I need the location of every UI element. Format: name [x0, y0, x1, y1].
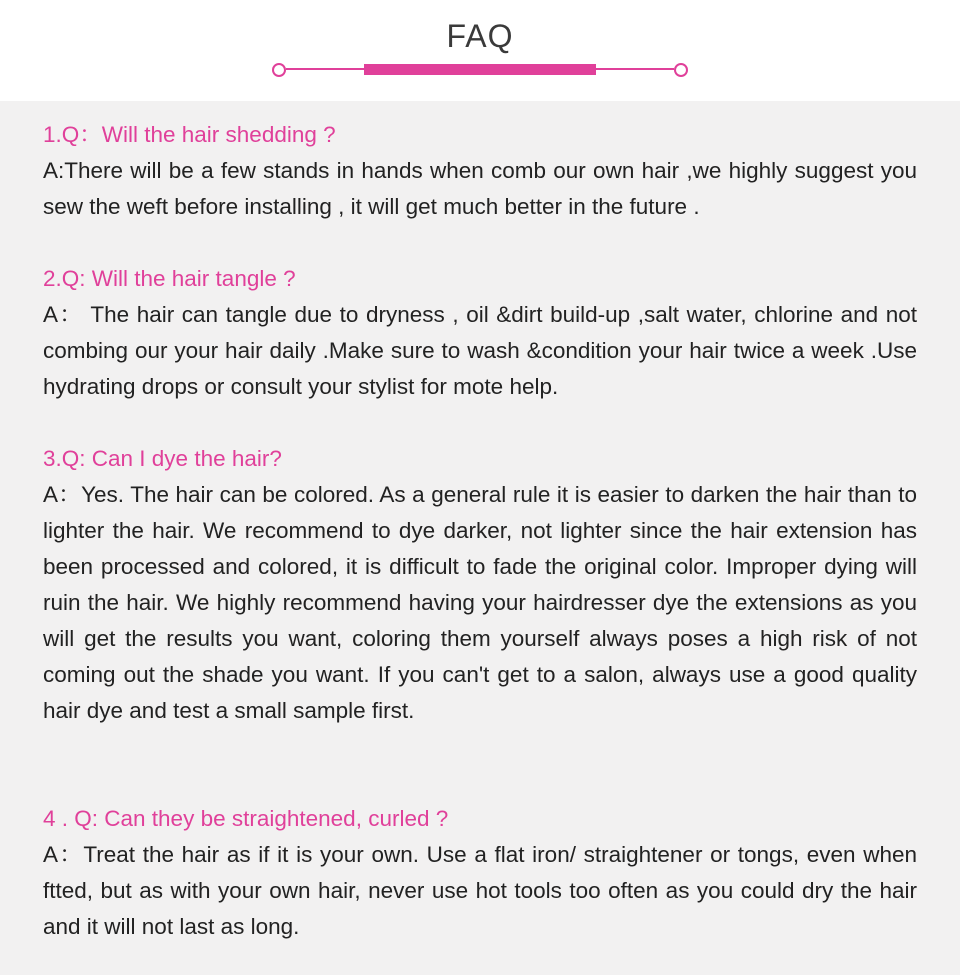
divider-dot-right — [674, 63, 688, 77]
faq-header — [0, 0, 960, 101]
faq-question: 1.Q：Will the hair shedding ? — [43, 122, 336, 147]
faq-item — [43, 441, 917, 729]
faq-answer: A： The hair can tangle due to dryness , oil &dirt build-up ,salt water, chlorine and not combing our your hair daily .Make sure to wash &condition your hair twice a week .Use hydrating drops or consult your stylist for mote help. — [43, 302, 917, 399]
faq-item — [43, 801, 917, 945]
faq-answer: A：Yes. The hair can be colored. As a general rule it is easier to darken the hair than to lighter the hair. We recommend to dye darker, not lighter since the hair extension has been processed and colored, it is difficult to fade the original color. Improper dying will ruin the hair. We highly recommend having your hairdresser dye the extensions as you will get the results you want, coloring them yourself always poses a high risk of not coming out the shade you want. If you can't get to a salon, always use a good quality hair dye and test a small sample first. — [43, 482, 917, 723]
faq-answer: A:There will be a few stands in hands when comb our own hair ,we highly suggest you sew the weft before installing , it will get much better in the future . — [43, 158, 917, 219]
title-divider — [272, 62, 688, 76]
faq-answer: A：Treat the hair as if it is your own. Use a flat iron/ straightener or tongs, even when ftted, but as with your own hair, never use hot tools too often as you could dry the hair and it will not last as long. — [43, 842, 917, 939]
faq-question: 4 . Q: Can they be straightened, curled ? — [43, 806, 449, 831]
faq-list — [0, 101, 960, 975]
faq-question: 2.Q: Will the hair tangle ? — [43, 266, 296, 291]
faq-item — [43, 261, 917, 405]
divider-bar — [364, 64, 596, 75]
page-title: FAQ — [446, 18, 514, 54]
divider-dot-left — [272, 63, 286, 77]
divider-line-right — [592, 68, 674, 70]
faq-item — [43, 117, 917, 225]
faq-question: 3.Q: Can I dye the hair? — [43, 446, 282, 471]
